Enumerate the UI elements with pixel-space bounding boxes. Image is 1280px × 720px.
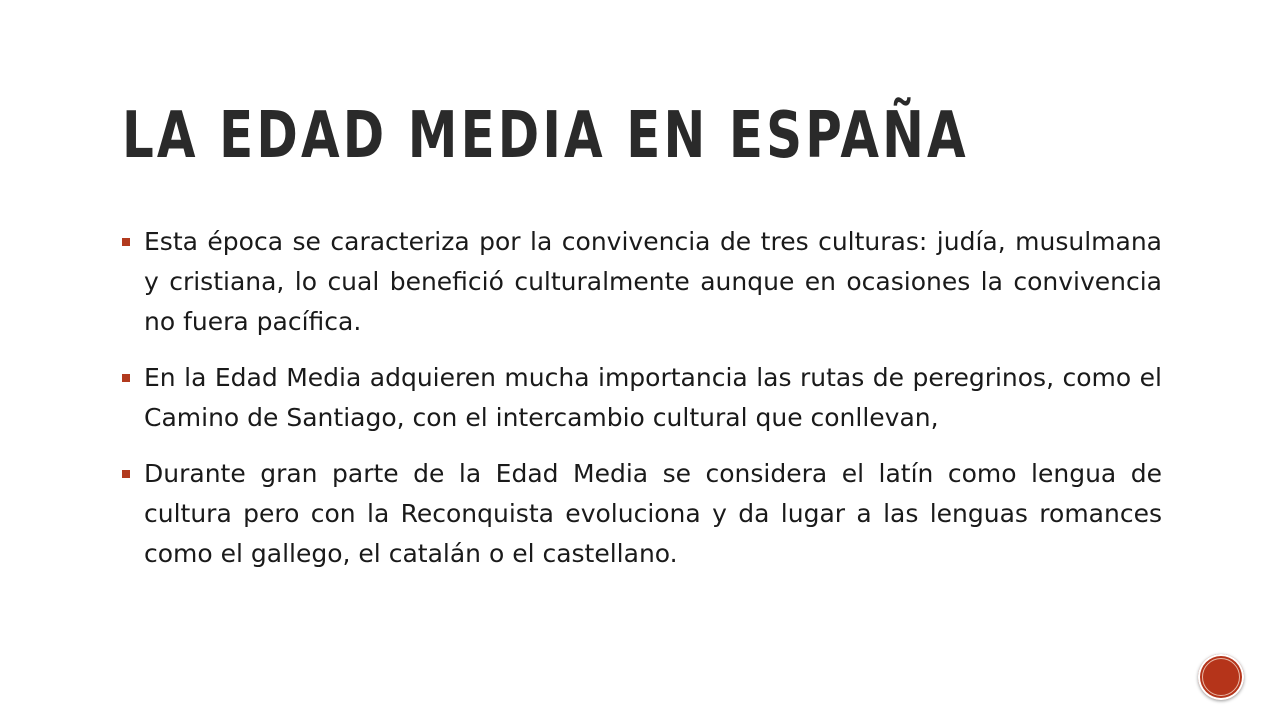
bullet-text: Durante gran parte de la Edad Media se considera el latín como lengua de cultura pero con la Reconquista evoluciona y da lugar a las lenguas romances como el gallego, el catalán o el castellano.: [144, 459, 1162, 568]
square-bullet-icon: [122, 238, 130, 246]
bullet-item: [122, 222, 1162, 342]
slide-title: LA EDAD MEDIA EN ESPAÑA: [122, 99, 969, 173]
bullet-text: En la Edad Media adquieren mucha importancia las rutas de peregrinos, como el Camino de Santiago, con el intercambio cultural que conllevan,: [144, 363, 1162, 432]
bullet-text: Esta época se caracteriza por la convivencia de tres culturas: judía, musulmana y cristiana, lo cual benefició culturalmente aunque en ocasiones la convivencia no fuera pacífica.: [144, 227, 1162, 336]
bullet-item: [122, 454, 1162, 574]
circle-badge-icon: [1198, 654, 1244, 700]
bullet-item: [122, 358, 1162, 438]
square-bullet-icon: [122, 470, 130, 478]
badge-ring: [1202, 658, 1240, 696]
bullet-list: [122, 222, 1162, 590]
square-bullet-icon: [122, 374, 130, 382]
